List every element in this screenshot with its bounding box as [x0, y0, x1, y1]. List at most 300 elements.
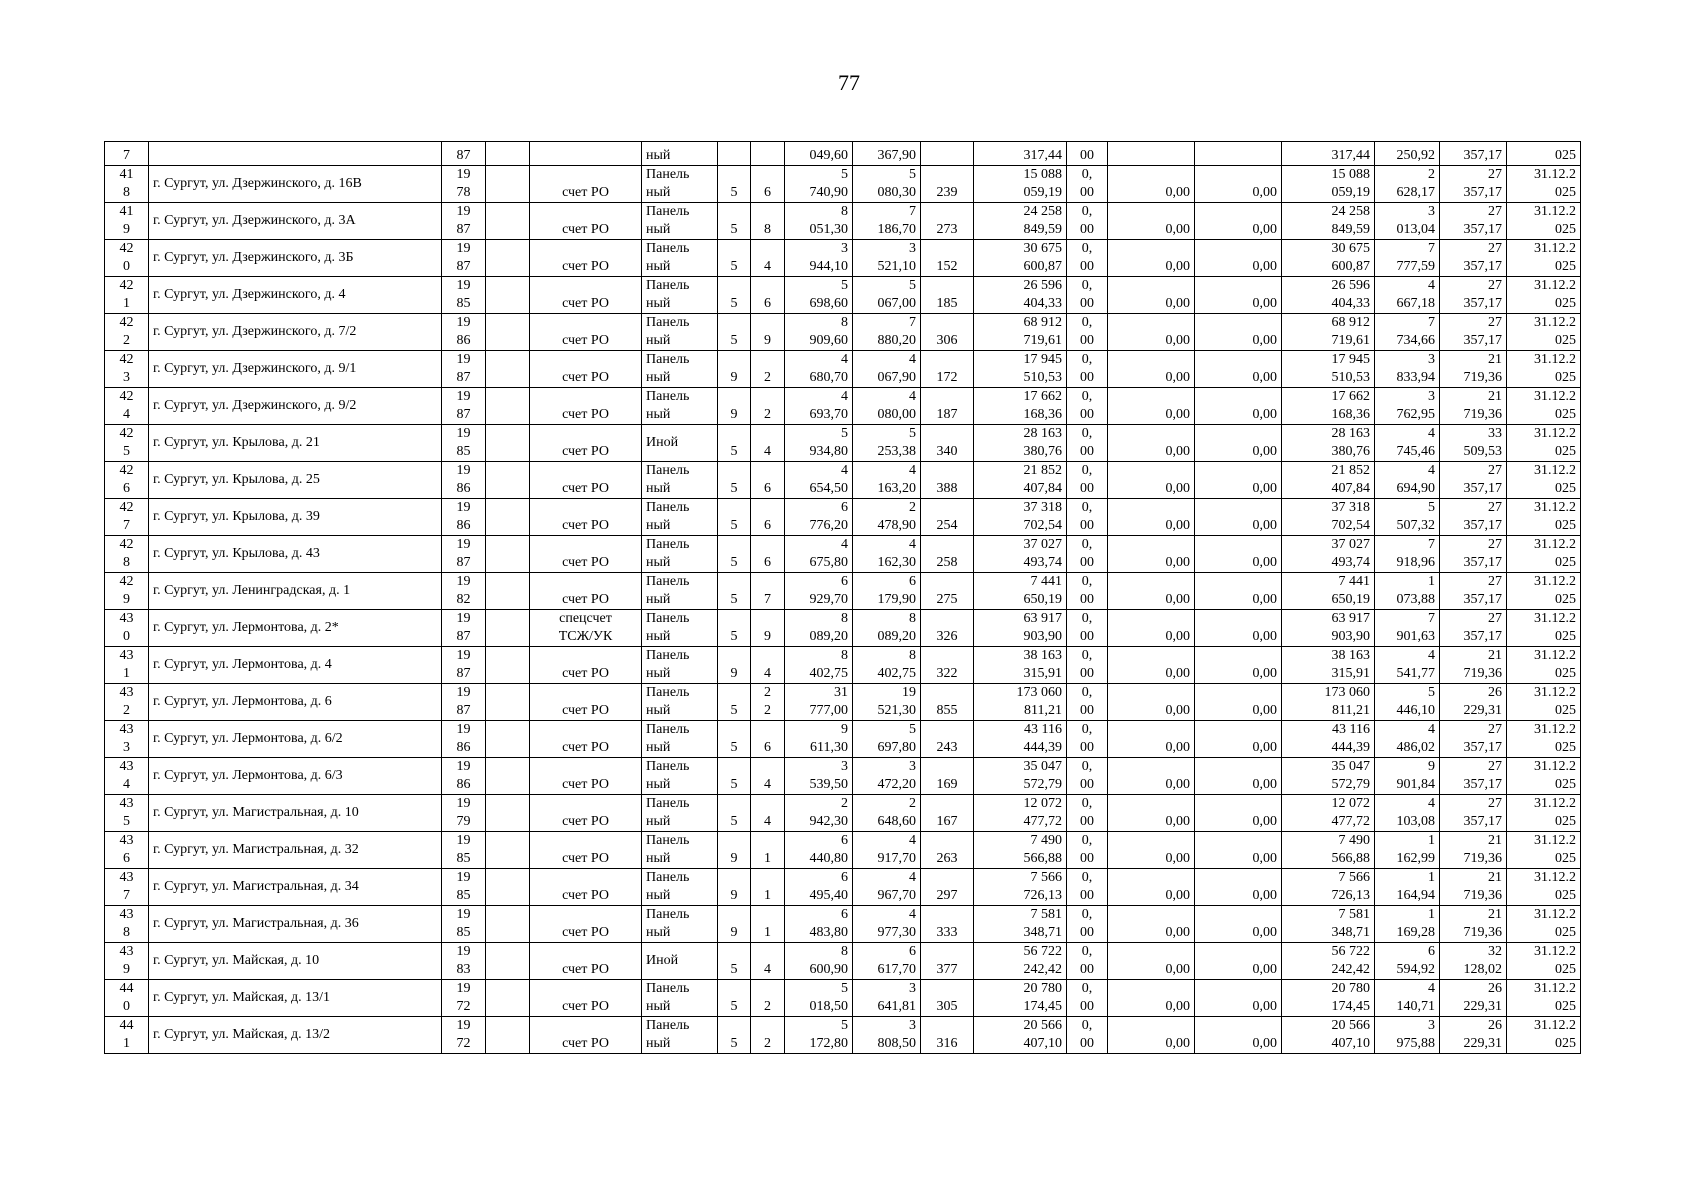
- cell-residents: 263: [921, 832, 974, 869]
- cell-living-area: 7 880,20: [853, 314, 921, 351]
- cell-living-area: 6 617,70: [853, 943, 921, 980]
- cell-fund-a: 0,00: [1108, 832, 1195, 869]
- cell-year-built: 19 87: [442, 240, 486, 277]
- cell-col-blank: [486, 240, 530, 277]
- cell-cost-share: 0, 00: [1067, 499, 1108, 536]
- cell-fund-b: 0,00: [1195, 388, 1282, 425]
- cell-residents: 187: [921, 388, 974, 425]
- cell-floors: 5: [718, 314, 751, 351]
- cell-cost-per-sqm: 1 162,99: [1375, 832, 1440, 869]
- cell-account-type: счет РО: [530, 462, 642, 499]
- cell-row-number: 43 7: [105, 869, 149, 906]
- cell-fund-b: 0,00: [1195, 980, 1282, 1017]
- cell-account-type: счет РО: [530, 388, 642, 425]
- cell-cost-per-sqm: 4 745,46: [1375, 425, 1440, 462]
- cell-entrances: 4: [751, 240, 785, 277]
- cell-cost-total: 7 490 566,88: [974, 832, 1067, 869]
- cell-cost-share: 0, 00: [1067, 425, 1108, 462]
- cell-entrances: 6: [751, 499, 785, 536]
- cell-fund-b: 0,00: [1195, 240, 1282, 277]
- cell-cost-repeat: 30 675 600,87: [1282, 240, 1375, 277]
- cell-row-number: 43 1: [105, 647, 149, 684]
- cell-cost-total: 38 163 315,91: [974, 647, 1067, 684]
- cell-residents: 340: [921, 425, 974, 462]
- cell-col-blank: [486, 314, 530, 351]
- cell-deadline: 31.12.2 025: [1507, 795, 1581, 832]
- cell-col-blank: [486, 425, 530, 462]
- cell-address: г. Сургут, ул. Лермонтова, д. 6: [149, 684, 442, 721]
- cell-address: г. Сургут, ул. Дзержинского, д. 16В: [149, 166, 442, 203]
- cell-cost-total: 12 072 477,72: [974, 795, 1067, 832]
- cell-floors: 5: [718, 499, 751, 536]
- cell-cost-total: 56 722 242,42: [974, 943, 1067, 980]
- cell-total-area: 6 495,40: [785, 869, 853, 906]
- cell-total-area: 8 051,30: [785, 203, 853, 240]
- cell-address: г. Сургут, ул. Лермонтова, д. 2*: [149, 610, 442, 647]
- cell-floors: 5: [718, 610, 751, 647]
- cell-limit-per-sqm: 27 357,17: [1440, 573, 1507, 610]
- cell-address: г. Сургут, ул. Дзержинского, д. 9/1: [149, 351, 442, 388]
- cell-year-built: 19 87: [442, 684, 486, 721]
- cell-residents: 243: [921, 721, 974, 758]
- cell-total-area: 6 776,20: [785, 499, 853, 536]
- cell-limit-per-sqm: 27 357,17: [1440, 240, 1507, 277]
- cell-residents: 333: [921, 906, 974, 943]
- cell-living-area: 2 478,90: [853, 499, 921, 536]
- housing-register-table: [104, 141, 1581, 1054]
- cell-col-blank: [486, 943, 530, 980]
- cell-residents: 326: [921, 610, 974, 647]
- cell-living-area: 8 089,20: [853, 610, 921, 647]
- cell-year-built: 19 86: [442, 314, 486, 351]
- cell-living-area: 3 521,10: [853, 240, 921, 277]
- cell-residents: 297: [921, 869, 974, 906]
- cell-cost-share: 0, 00: [1067, 795, 1108, 832]
- cell-fund-a: 0,00: [1108, 203, 1195, 240]
- cell-cost-repeat: 56 722 242,42: [1282, 943, 1375, 980]
- cell-floors: 5: [718, 1017, 751, 1054]
- cell-wall-material: Панель ный: [642, 351, 718, 388]
- cell-cost-repeat: 68 912 719,61: [1282, 314, 1375, 351]
- cell-cost-repeat: 37 027 493,74: [1282, 536, 1375, 573]
- cell-wall-material: Панель ный: [642, 240, 718, 277]
- cell-deadline: 31.12.2 025: [1507, 610, 1581, 647]
- cell-account-type: счет РО: [530, 1017, 642, 1054]
- table-row: [105, 869, 1581, 906]
- cell-year-built: 19 86: [442, 462, 486, 499]
- cell-cost-per-sqm: 3 833,94: [1375, 351, 1440, 388]
- cell-entrances: 4: [751, 758, 785, 795]
- cell-row-number: 42 1: [105, 277, 149, 314]
- cell-entrances: 4: [751, 425, 785, 462]
- cell-cost-repeat: 7 581 348,71: [1282, 906, 1375, 943]
- cell-wall-material: Панель ный: [642, 536, 718, 573]
- cell-fund-a: 0,00: [1108, 795, 1195, 832]
- cell-total-area: 4 680,70: [785, 351, 853, 388]
- cell-address: г. Сургут, ул. Ленинградская, д. 1: [149, 573, 442, 610]
- cell-col-blank: [486, 758, 530, 795]
- cell-cost-share: 0, 00: [1067, 647, 1108, 684]
- cell-account-type: счет РО: [530, 758, 642, 795]
- table-row: [105, 906, 1581, 943]
- table-row: [105, 203, 1581, 240]
- cell-account-type: счет РО: [530, 351, 642, 388]
- cell-row-number: 43 8: [105, 906, 149, 943]
- cell-fund-a: 0,00: [1108, 906, 1195, 943]
- cell-living-area: 3 472,20: [853, 758, 921, 795]
- cell-deadline: 31.12.2 025: [1507, 277, 1581, 314]
- cell-living-area: 3 808,50: [853, 1017, 921, 1054]
- cell-fund-b: 0,00: [1195, 536, 1282, 573]
- cell-deadline: 31.12.2 025: [1507, 166, 1581, 203]
- cell-total-area: 8 909,60: [785, 314, 853, 351]
- cell-address: г. Сургут, ул. Дзержинского, д. 3А: [149, 203, 442, 240]
- cell-fund-b: 0,00: [1195, 573, 1282, 610]
- cell-cost-repeat: 7 441 650,19: [1282, 573, 1375, 610]
- cell-cost-total: 7 581 348,71: [974, 906, 1067, 943]
- cell-limit-per-sqm: 32 128,02: [1440, 943, 1507, 980]
- cell-limit-per-sqm: 33 509,53: [1440, 425, 1507, 462]
- cell-cost-repeat: 7 566 726,13: [1282, 869, 1375, 906]
- cell-wall-material: Панель ный: [642, 573, 718, 610]
- cell-total-area: 6 483,80: [785, 906, 853, 943]
- table-row: [105, 499, 1581, 536]
- cell-limit-per-sqm: 27 357,17: [1440, 166, 1507, 203]
- cell-floors: 9: [718, 869, 751, 906]
- cell-living-area: 4 967,70: [853, 869, 921, 906]
- cell-floors: 5: [718, 795, 751, 832]
- cell-year-built: 19 86: [442, 758, 486, 795]
- cell-entrances: 4: [751, 647, 785, 684]
- cell-row-number: 42 9: [105, 573, 149, 610]
- cell-residents: [921, 142, 974, 166]
- cell-cost-per-sqm: 250,92: [1375, 142, 1440, 166]
- cell-cost-share: 0, 00: [1067, 869, 1108, 906]
- cell-row-number: 42 6: [105, 462, 149, 499]
- cell-row-number: 44 0: [105, 980, 149, 1017]
- cell-fund-b: 0,00: [1195, 906, 1282, 943]
- cell-cost-share: 0, 00: [1067, 351, 1108, 388]
- cell-cost-per-sqm: 3 975,88: [1375, 1017, 1440, 1054]
- cell-fund-a: 0,00: [1108, 684, 1195, 721]
- cell-col-blank: [486, 610, 530, 647]
- cell-address: г. Сургут, ул. Лермонтова, д. 6/2: [149, 721, 442, 758]
- cell-cost-share: 0, 00: [1067, 536, 1108, 573]
- cell-cost-total: 24 258 849,59: [974, 203, 1067, 240]
- cell-year-built: 19 86: [442, 721, 486, 758]
- table-row: [105, 832, 1581, 869]
- cell-address: г. Сургут, ул. Крылова, д. 21: [149, 425, 442, 462]
- cell-limit-per-sqm: 21 719,36: [1440, 647, 1507, 684]
- cell-living-area: 19 521,30: [853, 684, 921, 721]
- cell-limit-per-sqm: 21 719,36: [1440, 388, 1507, 425]
- cell-residents: 172: [921, 351, 974, 388]
- cell-floors: 5: [718, 166, 751, 203]
- cell-total-area: 4 693,70: [785, 388, 853, 425]
- cell-col-blank: [486, 832, 530, 869]
- cell-wall-material: ный: [642, 142, 718, 166]
- cell-deadline: 31.12.2 025: [1507, 536, 1581, 573]
- cell-total-area: 5 172,80: [785, 1017, 853, 1054]
- table-row: [105, 943, 1581, 980]
- cell-address: г. Сургут, ул. Дзержинского, д. 3Б: [149, 240, 442, 277]
- cell-living-area: 5 253,38: [853, 425, 921, 462]
- cell-total-area: 5 934,80: [785, 425, 853, 462]
- cell-account-type: счет РО: [530, 980, 642, 1017]
- cell-residents: 377: [921, 943, 974, 980]
- cell-entrances: 1: [751, 832, 785, 869]
- cell-year-built: 19 87: [442, 610, 486, 647]
- cell-floors: 5: [718, 203, 751, 240]
- cell-account-type: счет РО: [530, 684, 642, 721]
- cell-cost-repeat: 7 490 566,88: [1282, 832, 1375, 869]
- cell-wall-material: Панель ный: [642, 166, 718, 203]
- cell-living-area: 4 080,00: [853, 388, 921, 425]
- cell-year-built: 19 83: [442, 943, 486, 980]
- cell-row-number: 44 1: [105, 1017, 149, 1054]
- cell-deadline: 31.12.2 025: [1507, 314, 1581, 351]
- cell-total-area: 6 929,70: [785, 573, 853, 610]
- cell-total-area: 5 698,60: [785, 277, 853, 314]
- cell-cost-total: 20 566 407,10: [974, 1017, 1067, 1054]
- cell-cost-per-sqm: 6 594,92: [1375, 943, 1440, 980]
- cell-fund-b: 0,00: [1195, 647, 1282, 684]
- table-row: [105, 536, 1581, 573]
- cell-address: г. Сургут, ул. Магистральная, д. 34: [149, 869, 442, 906]
- cell-cost-share: 0, 00: [1067, 943, 1108, 980]
- cell-entrances: 9: [751, 314, 785, 351]
- cell-limit-per-sqm: 27 357,17: [1440, 462, 1507, 499]
- cell-row-number: 43 5: [105, 795, 149, 832]
- cell-cost-share: 0, 00: [1067, 573, 1108, 610]
- cell-living-area: 7 186,70: [853, 203, 921, 240]
- cell-floors: 5: [718, 980, 751, 1017]
- cell-limit-per-sqm: 26 229,31: [1440, 1017, 1507, 1054]
- cell-living-area: 5 067,00: [853, 277, 921, 314]
- cell-address: г. Сургут, ул. Дзержинского, д. 4: [149, 277, 442, 314]
- cell-residents: 273: [921, 203, 974, 240]
- cell-deadline: 31.12.2 025: [1507, 425, 1581, 462]
- cell-entrances: 2 2: [751, 684, 785, 721]
- cell-residents: 388: [921, 462, 974, 499]
- cell-cost-share: 0, 00: [1067, 314, 1108, 351]
- cell-row-number: 43 4: [105, 758, 149, 795]
- cell-year-built: 19 82: [442, 573, 486, 610]
- cell-col-blank: [486, 684, 530, 721]
- cell-cost-per-sqm: 4 103,08: [1375, 795, 1440, 832]
- table-row: [105, 610, 1581, 647]
- cell-year-built: 19 78: [442, 166, 486, 203]
- cell-limit-per-sqm: 27 357,17: [1440, 203, 1507, 240]
- cell-account-type: счет РО: [530, 573, 642, 610]
- cell-col-blank: [486, 142, 530, 166]
- table-row: [105, 462, 1581, 499]
- cell-cost-share: 0, 00: [1067, 721, 1108, 758]
- cell-floors: 5: [718, 462, 751, 499]
- cell-fund-a: 0,00: [1108, 388, 1195, 425]
- cell-floors: 5: [718, 721, 751, 758]
- cell-entrances: 2: [751, 1017, 785, 1054]
- cell-deadline: 31.12.2 025: [1507, 684, 1581, 721]
- cell-deadline: 31.12.2 025: [1507, 1017, 1581, 1054]
- cell-row-number: 42 3: [105, 351, 149, 388]
- cell-residents: 275: [921, 573, 974, 610]
- cell-entrances: 6: [751, 721, 785, 758]
- cell-fund-b: 0,00: [1195, 462, 1282, 499]
- cell-cost-total: 173 060 811,21: [974, 684, 1067, 721]
- cell-cost-share: 0, 00: [1067, 388, 1108, 425]
- cell-col-blank: [486, 980, 530, 1017]
- cell-deadline: 31.12.2 025: [1507, 388, 1581, 425]
- cell-floors: 9: [718, 647, 751, 684]
- cell-cost-per-sqm: 3 762,95: [1375, 388, 1440, 425]
- cell-fund-b: 0,00: [1195, 203, 1282, 240]
- cell-row-number: 43 9: [105, 943, 149, 980]
- cell-residents: 185: [921, 277, 974, 314]
- cell-entrances: 4: [751, 943, 785, 980]
- cell-col-blank: [486, 166, 530, 203]
- cell-limit-per-sqm: 27 357,17: [1440, 610, 1507, 647]
- cell-cost-repeat: 43 116 444,39: [1282, 721, 1375, 758]
- cell-fund-b: 0,00: [1195, 943, 1282, 980]
- cell-cost-repeat: 17 662 168,36: [1282, 388, 1375, 425]
- cell-floors: 5: [718, 684, 751, 721]
- cell-floors: 9: [718, 351, 751, 388]
- cell-year-built: 19 79: [442, 795, 486, 832]
- cell-living-area: 4 917,70: [853, 832, 921, 869]
- cell-living-area: 2 648,60: [853, 795, 921, 832]
- cell-wall-material: Панель ный: [642, 795, 718, 832]
- cell-limit-per-sqm: 27 357,17: [1440, 536, 1507, 573]
- cell-cost-total: 317,44: [974, 142, 1067, 166]
- cell-cost-total: 63 917 903,90: [974, 610, 1067, 647]
- cell-limit-per-sqm: 357,17: [1440, 142, 1507, 166]
- cell-residents: 169: [921, 758, 974, 795]
- cell-floors: [718, 142, 751, 166]
- table-row: [105, 388, 1581, 425]
- cell-wall-material: Панель ный: [642, 277, 718, 314]
- cell-total-area: 8 089,20: [785, 610, 853, 647]
- cell-entrances: 1: [751, 906, 785, 943]
- cell-account-type: счет РО: [530, 536, 642, 573]
- table-row: [105, 1017, 1581, 1054]
- cell-limit-per-sqm: 27 357,17: [1440, 758, 1507, 795]
- cell-entrances: 6: [751, 277, 785, 314]
- cell-residents: 258: [921, 536, 974, 573]
- table-row: [105, 277, 1581, 314]
- cell-row-number: 43 0: [105, 610, 149, 647]
- cell-fund-b: 0,00: [1195, 314, 1282, 351]
- cell-fund-b: 0,00: [1195, 610, 1282, 647]
- table-row: [105, 647, 1581, 684]
- cell-row-number: 41 9: [105, 203, 149, 240]
- cell-fund-a: 0,00: [1108, 314, 1195, 351]
- cell-living-area: 3 641,81: [853, 980, 921, 1017]
- cell-cost-total: 20 780 174,45: [974, 980, 1067, 1017]
- cell-fund-b: 0,00: [1195, 499, 1282, 536]
- cell-fund-a: 0,00: [1108, 351, 1195, 388]
- cell-col-blank: [486, 906, 530, 943]
- cell-residents: 239: [921, 166, 974, 203]
- cell-fund-a: 0,00: [1108, 980, 1195, 1017]
- cell-row-number: 42 2: [105, 314, 149, 351]
- cell-col-blank: [486, 277, 530, 314]
- cell-wall-material: Панель ный: [642, 832, 718, 869]
- cell-cost-repeat: 21 852 407,84: [1282, 462, 1375, 499]
- cell-cost-repeat: 20 780 174,45: [1282, 980, 1375, 1017]
- cell-living-area: 5 080,30: [853, 166, 921, 203]
- cell-wall-material: Панель ный: [642, 1017, 718, 1054]
- cell-floors: 5: [718, 943, 751, 980]
- cell-account-type: спецсчет ТСЖ/УК: [530, 610, 642, 647]
- cell-year-built: 19 87: [442, 536, 486, 573]
- cell-floors: 9: [718, 832, 751, 869]
- cell-cost-total: 15 088 059,19: [974, 166, 1067, 203]
- cell-cost-share: 0, 00: [1067, 684, 1108, 721]
- cell-cost-repeat: 17 945 510,53: [1282, 351, 1375, 388]
- cell-residents: 254: [921, 499, 974, 536]
- cell-deadline: 31.12.2 025: [1507, 462, 1581, 499]
- cell-address: г. Сургут, ул. Магистральная, д. 36: [149, 906, 442, 943]
- cell-fund-a: 0,00: [1108, 721, 1195, 758]
- cell-fund-a: 0,00: [1108, 536, 1195, 573]
- cell-total-area: 4 654,50: [785, 462, 853, 499]
- cell-wall-material: Панель ный: [642, 906, 718, 943]
- cell-cost-repeat: 173 060 811,21: [1282, 684, 1375, 721]
- cell-row-number: 42 8: [105, 536, 149, 573]
- cell-total-area: 5 018,50: [785, 980, 853, 1017]
- cell-living-area: 4 977,30: [853, 906, 921, 943]
- cell-cost-total: 68 912 719,61: [974, 314, 1067, 351]
- cell-cost-per-sqm: 5 446,10: [1375, 684, 1440, 721]
- cell-fund-b: 0,00: [1195, 166, 1282, 203]
- cell-deadline: 31.12.2 025: [1507, 721, 1581, 758]
- cell-cost-per-sqm: 3 013,04: [1375, 203, 1440, 240]
- cell-residents: 855: [921, 684, 974, 721]
- cell-account-type: счет РО: [530, 203, 642, 240]
- cell-year-built: 19 72: [442, 980, 486, 1017]
- cell-account-type: счет РО: [530, 499, 642, 536]
- cell-floors: 5: [718, 425, 751, 462]
- cell-cost-share: 0, 00: [1067, 906, 1108, 943]
- cell-cost-per-sqm: 1 164,94: [1375, 869, 1440, 906]
- cell-wall-material: Иной: [642, 425, 718, 462]
- cell-cost-total: 7 566 726,13: [974, 869, 1067, 906]
- cell-cost-per-sqm: 4 486,02: [1375, 721, 1440, 758]
- cell-cost-total: 35 047 572,79: [974, 758, 1067, 795]
- cell-limit-per-sqm: 27 357,17: [1440, 314, 1507, 351]
- cell-fund-b: 0,00: [1195, 351, 1282, 388]
- cell-residents: 316: [921, 1017, 974, 1054]
- cell-living-area: 4 067,90: [853, 351, 921, 388]
- cell-address: г. Сургут, ул. Магистральная, д. 32: [149, 832, 442, 869]
- cell-address: [149, 142, 442, 166]
- cell-cost-total: 37 027 493,74: [974, 536, 1067, 573]
- cell-col-blank: [486, 536, 530, 573]
- cell-floors: 9: [718, 388, 751, 425]
- cell-address: г. Сургут, ул. Крылова, д. 43: [149, 536, 442, 573]
- cell-row-number: 43 3: [105, 721, 149, 758]
- table-row: [105, 758, 1581, 795]
- cell-cost-share: 0, 00: [1067, 166, 1108, 203]
- cell-account-type: счет РО: [530, 943, 642, 980]
- cell-col-blank: [486, 462, 530, 499]
- cell-wall-material: Панель ный: [642, 462, 718, 499]
- table-row: [105, 142, 1581, 166]
- cell-cost-total: 37 318 702,54: [974, 499, 1067, 536]
- cell-year-built: 19 85: [442, 869, 486, 906]
- cell-account-type: счет РО: [530, 795, 642, 832]
